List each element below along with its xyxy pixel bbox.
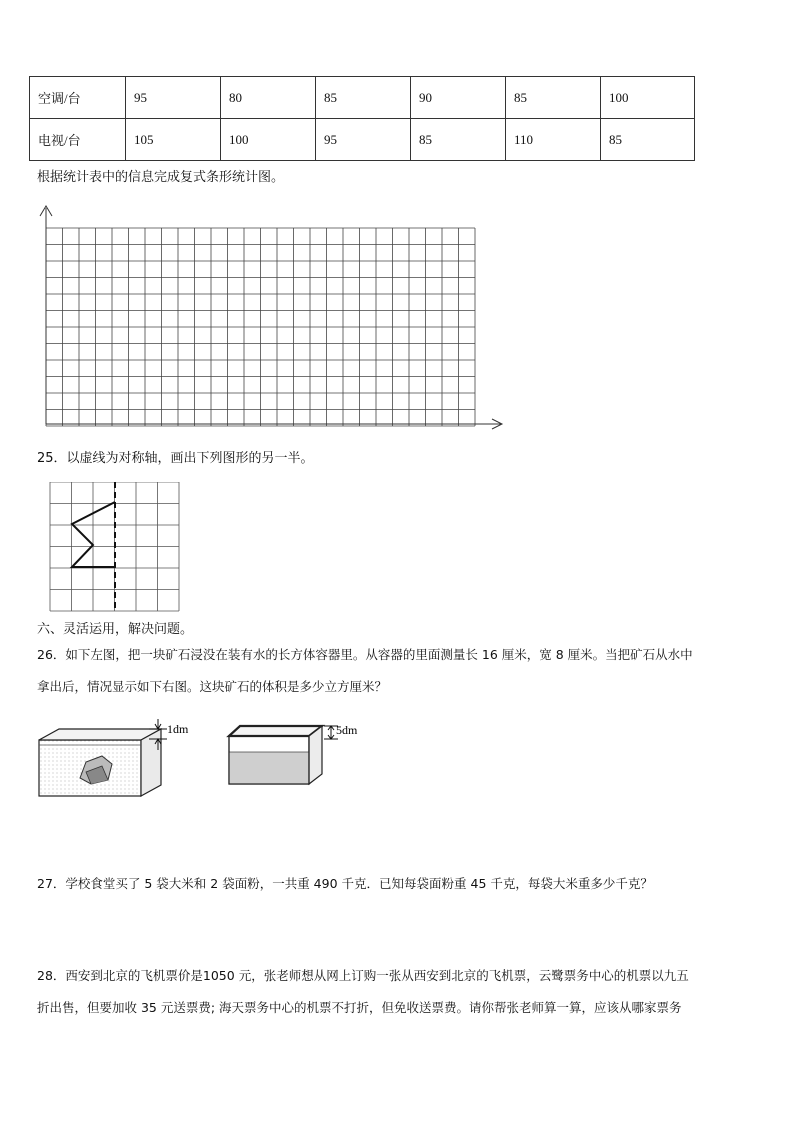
table-row (30, 77, 695, 119)
table-cell: 95 (316, 119, 411, 161)
chart-instruction: 根据统计表中的信息完成复式条形统计图。 (37, 170, 285, 185)
table-cell: 105 (126, 119, 221, 161)
statistics-table (29, 76, 695, 161)
table-cell: 85 (601, 119, 695, 161)
table-cell: 80 (221, 77, 316, 119)
blank-grid-chart[interactable] (30, 200, 510, 435)
height-label-5dm: 5dm (336, 723, 358, 737)
table-cell: 85 (506, 77, 601, 119)
table-cell: 110 (506, 119, 601, 161)
table-cell: 100 (601, 77, 695, 119)
symmetry-grid[interactable] (48, 482, 180, 612)
row-label: 电视/台 (30, 119, 126, 161)
table-cell: 100 (221, 119, 316, 161)
height-label-1dm: 1dm (167, 722, 189, 736)
section-6-title: 六、灵活运用，解决问题。 (37, 622, 194, 637)
table-row (30, 119, 695, 161)
question-28-line-1: 28．西安到北京的飞机票价是1050 元，张老师想从网上订购一张从西安到北京的飞机票，云鹭票务中心的机票以九五 (37, 968, 689, 983)
table-cell: 90 (411, 77, 506, 119)
question-26-line-1: 26．如下左图，把一块矿石浸没在装有水的长方体容器里。从容器的里面测量长 16 厘米，宽 8 厘米。当把矿石从水中 (37, 647, 693, 662)
table-cell: 85 (316, 77, 411, 119)
container-after-figure (226, 712, 376, 788)
question-28-line-2: 折出售，但要加收 35 元送票费; 海天票务中心的机票不打折，但免收送票费。请你帮张老师算一算，应该从哪家票务 (37, 1000, 682, 1015)
table-cell: 85 (411, 119, 506, 161)
question-25: 25．以虚线为对称轴，画出下列图形的另一半。 (37, 451, 314, 466)
question-26-line-2: 拿出后，情况显示如下右图。这块矿石的体积是多少立方厘米？ (37, 679, 388, 694)
row-label: 空调/台 (30, 77, 126, 119)
half-shape (72, 502, 115, 567)
question-27: 27．学校食堂买了 5 袋大米和 2 袋面粉，一共重 490 千克．已知每袋面粉重 45 千克，每袋大米重多少千克？ (37, 876, 653, 891)
container-with-rock-figure (36, 712, 196, 800)
table-cell: 95 (126, 77, 221, 119)
